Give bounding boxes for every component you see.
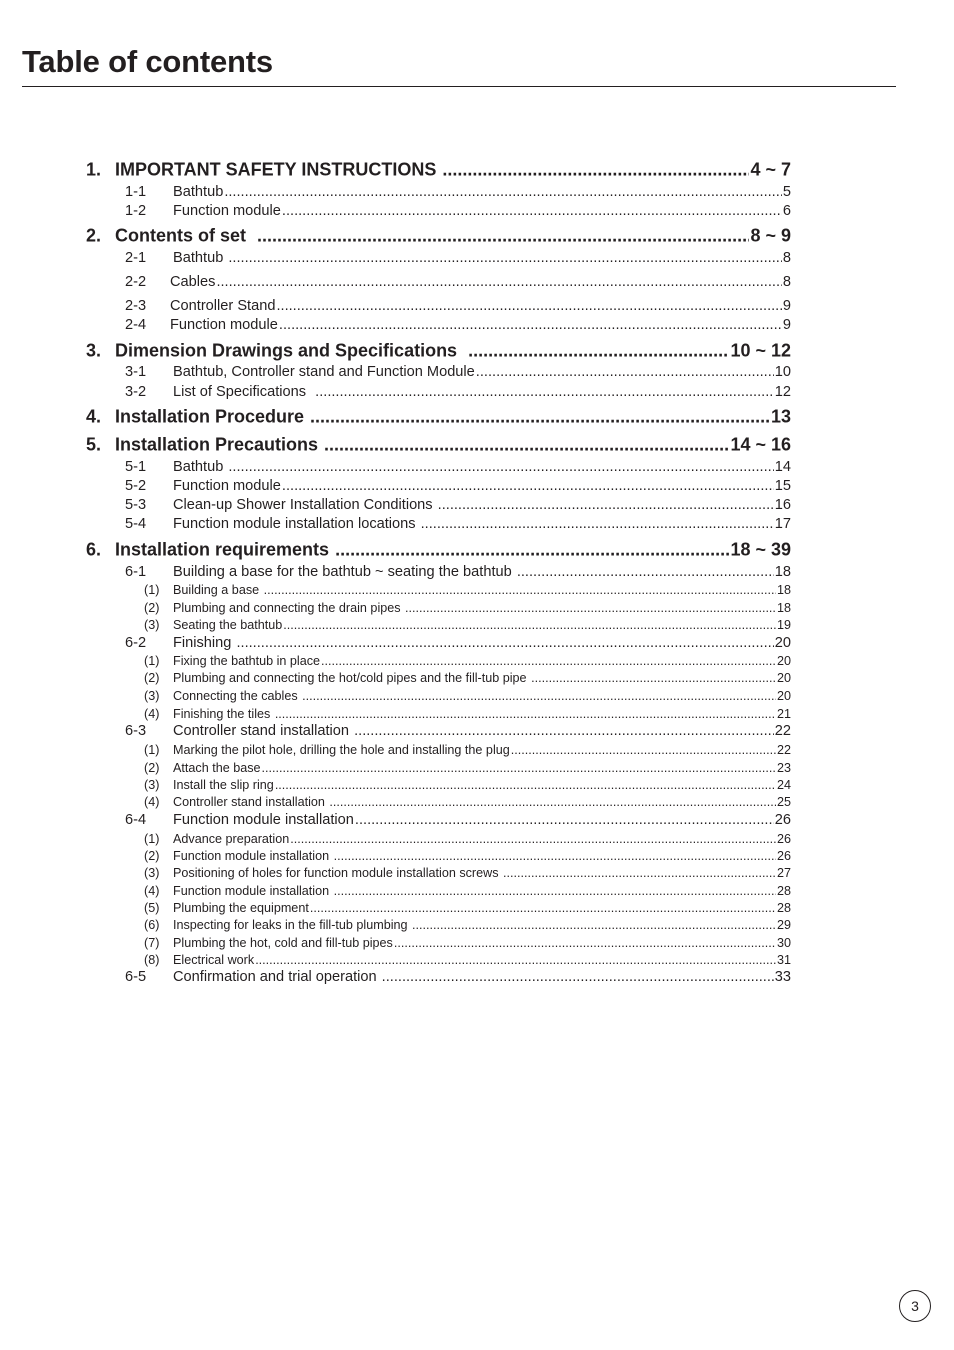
toc-entry-page: 20: [776, 654, 791, 668]
toc-leader-dots: [511, 743, 776, 757]
toc-leader-dots: [394, 936, 776, 950]
toc-entry[interactable]: [0, 497, 954, 513]
toc-entry-title: Advance preparation: [173, 832, 290, 846]
toc-entry[interactable]: [0, 540, 954, 561]
toc-entry-page: 28: [776, 884, 791, 898]
toc-entry-page: 17: [774, 516, 791, 532]
toc-leader-dots: [257, 226, 749, 247]
toc-leader-dots: [262, 761, 776, 775]
toc-entry[interactable]: [0, 901, 954, 915]
toc-entry-page: 18: [774, 564, 791, 580]
toc-entry-title: Function module installation: [173, 849, 333, 863]
toc-entry[interactable]: [0, 184, 954, 200]
toc-leader-dots: [324, 435, 729, 456]
toc-entry[interactable]: [0, 364, 954, 380]
toc-entry-number: 1-1: [125, 184, 147, 200]
toc-leader-dots: [468, 341, 729, 362]
toc-leader-dots: [282, 478, 774, 494]
toc-entry-page: 15: [774, 478, 791, 494]
toc-leader-dots: [276, 298, 781, 314]
toc-entry-number: 6-1: [125, 564, 147, 580]
toc-entry[interactable]: [0, 795, 954, 809]
toc-leader-dots: [264, 583, 776, 597]
toc-leader-dots: [321, 654, 776, 668]
toc-entry[interactable]: [0, 583, 954, 597]
toc-entry-number: 5-1: [125, 459, 147, 475]
toc-entry-title: Installation Precautions: [115, 434, 324, 455]
toc-entry[interactable]: [0, 564, 954, 580]
toc-entry[interactable]: [0, 618, 954, 632]
toc-leader-dots: [382, 969, 774, 985]
toc-entry-title: Install the slip ring: [173, 778, 274, 792]
toc-leader-dots: [334, 884, 776, 898]
toc-entry[interactable]: [0, 226, 954, 247]
toc-entry-number: 1.: [86, 159, 102, 180]
toc-entry-number: 6-4: [125, 812, 147, 828]
toc-entry-number: (4): [144, 795, 160, 809]
toc-entry-page: 26: [774, 812, 791, 828]
toc-leader-dots: [329, 795, 776, 809]
toc-entry-title: Installation Procedure: [115, 406, 310, 427]
toc-entry-number: (4): [144, 707, 160, 721]
toc-entry-title: Controller stand installation: [173, 795, 329, 809]
toc-entry-number: (3): [144, 618, 160, 632]
toc-entry-page: 20: [776, 689, 791, 703]
toc-leader-dots: [275, 707, 776, 721]
toc-leader-dots: [335, 540, 729, 561]
toc-leader-dots: [279, 317, 782, 333]
toc-entry-title: Positioning of holes for function module installation screws: [173, 866, 503, 880]
toc-entry-title: Attach the base: [173, 761, 261, 775]
toc-entry-title: Controller Stand: [170, 298, 276, 314]
toc-entry-number: 3-2: [125, 384, 147, 400]
toc-entry-page: 13: [770, 406, 791, 427]
toc-entry-page: 29: [776, 918, 791, 932]
toc-entry[interactable]: [0, 274, 954, 290]
toc-entry-title: Building a base: [173, 583, 263, 597]
page-number-badge: [899, 1290, 931, 1322]
toc-entry-title: Function module installation locations: [173, 516, 420, 532]
toc-entry-number: (1): [144, 832, 160, 846]
toc-entry-title: Bathtub: [173, 459, 228, 475]
toc-entry-title: Dimension Drawings and Specifications: [115, 340, 468, 361]
toc-entry[interactable]: [0, 689, 954, 703]
toc-entry-page: 5: [782, 184, 791, 200]
toc-entry-page: 10 ~ 12: [730, 340, 791, 361]
toc-leader-dots: [310, 901, 776, 915]
toc-entry-title: Function module installation: [173, 812, 354, 828]
toc-entry-page: 20: [776, 671, 791, 685]
toc-entry-number: (2): [144, 761, 160, 775]
toc-entry-page: 8 ~ 9: [750, 225, 791, 246]
toc-entry-number: (2): [144, 849, 160, 863]
toc-entry[interactable]: [0, 936, 954, 950]
toc-entry-title: Cables: [170, 274, 216, 290]
toc-entry-number: 6-5: [125, 969, 147, 985]
toc-entry-title: Function module: [173, 478, 281, 494]
toc-entry-number: 5-4: [125, 516, 147, 532]
toc-entry[interactable]: [0, 884, 954, 898]
toc-entry[interactable]: [0, 635, 954, 651]
toc-entry-number: (4): [144, 884, 160, 898]
toc-entry-title: Plumbing and connecting the hot/cold pipes and the fill-tub pipe: [173, 671, 531, 685]
toc-leader-dots: [216, 274, 781, 290]
toc-entry-number: 6-2: [125, 635, 147, 651]
toc-leader-dots: [334, 849, 776, 863]
toc-entry-title: Function module: [173, 203, 281, 219]
toc-leader-dots: [503, 866, 776, 880]
toc-entry-title: Controller stand installation: [173, 723, 354, 739]
toc-entry[interactable]: [0, 341, 954, 362]
toc-leader-dots: [236, 635, 773, 651]
toc-entry-page: 24: [776, 778, 791, 792]
toc-entry-page: 10: [774, 364, 791, 380]
toc-entry[interactable]: [0, 761, 954, 775]
toc-entry[interactable]: [0, 459, 954, 475]
toc-entry-title: Finishing: [173, 635, 236, 651]
toc-leader-dots: [224, 184, 782, 200]
toc-entry-number: (2): [144, 601, 160, 615]
toc-entry[interactable]: [0, 671, 954, 685]
toc-leader-dots: [442, 160, 749, 181]
toc-entry-page: 23: [776, 761, 791, 775]
toc-entry-page: 33: [774, 969, 791, 985]
toc-leader-dots: [476, 364, 774, 380]
toc-leader-dots: [354, 723, 774, 739]
toc-entry-page: 26: [776, 832, 791, 846]
toc-entry-number: 2-1: [125, 250, 147, 266]
toc-entry-page: 31: [776, 953, 791, 967]
toc-entry-number: (3): [144, 866, 160, 880]
toc-leader-dots: [255, 953, 776, 967]
toc-entry-page: 22: [776, 743, 791, 757]
toc-leader-dots: [228, 459, 773, 475]
toc-entry-page: 21: [776, 707, 791, 721]
toc-leader-dots: [283, 618, 776, 632]
toc-leader-dots: [517, 564, 774, 580]
toc-entry-number: (8): [144, 953, 160, 967]
toc-entry-title: Fixing the bathtub in place: [173, 654, 321, 668]
toc-entry[interactable]: [0, 866, 954, 880]
toc-entry[interactable]: [0, 812, 954, 828]
toc-leader-dots: [412, 918, 776, 932]
toc-entry-page: 18 ~ 39: [730, 539, 791, 560]
toc-leader-dots: [282, 203, 782, 219]
toc-entry-title: Contents of set: [115, 225, 257, 246]
toc-entry-title: Electrical work: [173, 953, 255, 967]
toc-entry[interactable]: [0, 384, 954, 400]
toc-leader-dots: [275, 778, 776, 792]
toc-entry-number: 5-2: [125, 478, 147, 494]
toc-entry[interactable]: [0, 918, 954, 932]
toc-entry-title: Building a base for the bathtub ~ seating the bathtub: [173, 564, 516, 580]
toc-entry-number: (1): [144, 654, 160, 668]
toc-entry[interactable]: [0, 478, 954, 494]
toc-entry-page: 9: [782, 317, 791, 333]
toc-entry-number: 5.: [86, 434, 102, 455]
toc-entry[interactable]: [0, 707, 954, 721]
toc-leader-dots: [355, 812, 774, 828]
toc-leader-dots: [228, 250, 782, 266]
toc-entry-number: (3): [144, 689, 160, 703]
toc-leader-dots: [302, 689, 776, 703]
toc-entry-page: 16: [774, 497, 791, 513]
toc-entry-number: 2.: [86, 225, 102, 246]
toc-leader-dots: [405, 601, 776, 615]
toc-leader-dots: [421, 516, 774, 532]
toc-entry-title: Function module: [170, 317, 278, 333]
toc-entry[interactable]: [0, 298, 954, 314]
toc-entry-title: Connecting the cables: [173, 689, 302, 703]
toc-entry-number: 6-3: [125, 723, 147, 739]
toc-entry-title: Plumbing the hot, cold and fill-tub pipes: [173, 936, 393, 950]
toc-entry[interactable]: [0, 778, 954, 792]
toc-entry-page: 20: [774, 635, 791, 651]
toc-entry-number: 4.: [86, 406, 102, 427]
toc-entry-title: IMPORTANT SAFETY INSTRUCTIONS: [115, 159, 442, 180]
toc-entry-page: 18: [776, 583, 791, 597]
toc-entry[interactable]: [0, 160, 954, 181]
toc-leader-dots: [531, 671, 776, 685]
toc-entry-number: 2-4: [125, 317, 147, 333]
toc-entry[interactable]: [0, 654, 954, 668]
toc-entry-title: Inspecting for leaks in the fill-tub plumbing: [173, 918, 412, 932]
toc-entry-title: Installation requirements: [115, 539, 335, 560]
toc-entry[interactable]: [0, 601, 954, 615]
toc-leader-dots: [290, 832, 776, 846]
toc-entry[interactable]: [0, 723, 954, 739]
toc-entry-page: 6: [782, 203, 791, 219]
toc-entry-title: List of Specifications: [173, 384, 315, 400]
toc-entry-title: Plumbing the equipment: [173, 901, 309, 915]
toc-entry-number: (1): [144, 583, 160, 597]
toc-entry-title: Confirmation and trial operation: [173, 969, 381, 985]
toc-entry-number: (1): [144, 743, 160, 757]
toc-entry-page: 8: [782, 250, 791, 266]
toc-entry[interactable]: [0, 250, 954, 266]
toc-entry-page: 14 ~ 16: [730, 434, 791, 455]
toc-entry-page: 30: [776, 936, 791, 950]
toc-entry-number: 2-2: [125, 274, 147, 290]
toc-entry-title: Clean-up Shower Installation Conditions: [173, 497, 437, 513]
toc-entry[interactable]: [0, 832, 954, 846]
toc-entry-page: 8: [782, 274, 791, 290]
toc-entry-title: Finishing the tiles: [173, 707, 274, 721]
toc-entry-page: 27: [776, 866, 791, 880]
toc-entry[interactable]: [0, 849, 954, 863]
page-title: Table of contents: [22, 44, 273, 79]
toc-leader-dots: [310, 407, 770, 428]
title-divider: [22, 86, 896, 87]
toc-entry-page: 18: [776, 601, 791, 615]
toc-entry[interactable]: [0, 317, 954, 333]
toc-entry-number: (5): [144, 901, 160, 915]
toc-leader-dots: [438, 497, 774, 513]
toc-entry-number: 3-1: [125, 364, 147, 380]
toc-entry-title: Bathtub: [173, 184, 224, 200]
toc-entry-page: 9: [782, 298, 791, 314]
toc-entry-page: 22: [774, 723, 791, 739]
toc-entry-title: Function module installation: [173, 884, 333, 898]
toc-entry-number: (7): [144, 936, 160, 950]
toc-entry-title: Bathtub, Controller stand and Function Module: [173, 364, 475, 380]
toc-entry-page: 12: [774, 384, 791, 400]
toc-entry[interactable]: [0, 969, 954, 985]
toc-entry-number: 2-3: [125, 298, 147, 314]
toc-entry-number: (2): [144, 671, 160, 685]
toc-entry-number: 5-3: [125, 497, 147, 513]
toc-entry-page: 26: [776, 849, 791, 863]
toc-entry-title: Bathtub: [173, 250, 228, 266]
toc-entry[interactable]: [0, 953, 954, 967]
toc-entry-number: 1-2: [125, 203, 147, 219]
toc-entry-title: Marking the pilot hole, drilling the hole and installing the plug: [173, 743, 510, 757]
toc-entry-number: (3): [144, 778, 160, 792]
page-number: 3: [911, 1298, 919, 1314]
toc-entry-number: (6): [144, 918, 160, 932]
toc-entry-number: 6.: [86, 539, 102, 560]
toc-entry-number: 3.: [86, 340, 102, 361]
toc-entry[interactable]: [0, 407, 954, 428]
toc-entry-page: 25: [776, 795, 791, 809]
toc-entry-page: 28: [776, 901, 791, 915]
toc-entry-page: 19: [776, 618, 791, 632]
toc-entry[interactable]: [0, 516, 954, 532]
toc-entry[interactable]: [0, 743, 954, 757]
toc-leader-dots: [315, 384, 774, 400]
toc-entry-page: 4 ~ 7: [750, 159, 791, 180]
toc-entry[interactable]: [0, 435, 954, 456]
toc-entry[interactable]: [0, 203, 954, 219]
toc-entry-title: Seating the bathtub: [173, 618, 283, 632]
toc-entry-page: 14: [774, 459, 791, 475]
toc-entry-title: Plumbing and connecting the drain pipes: [173, 601, 405, 615]
